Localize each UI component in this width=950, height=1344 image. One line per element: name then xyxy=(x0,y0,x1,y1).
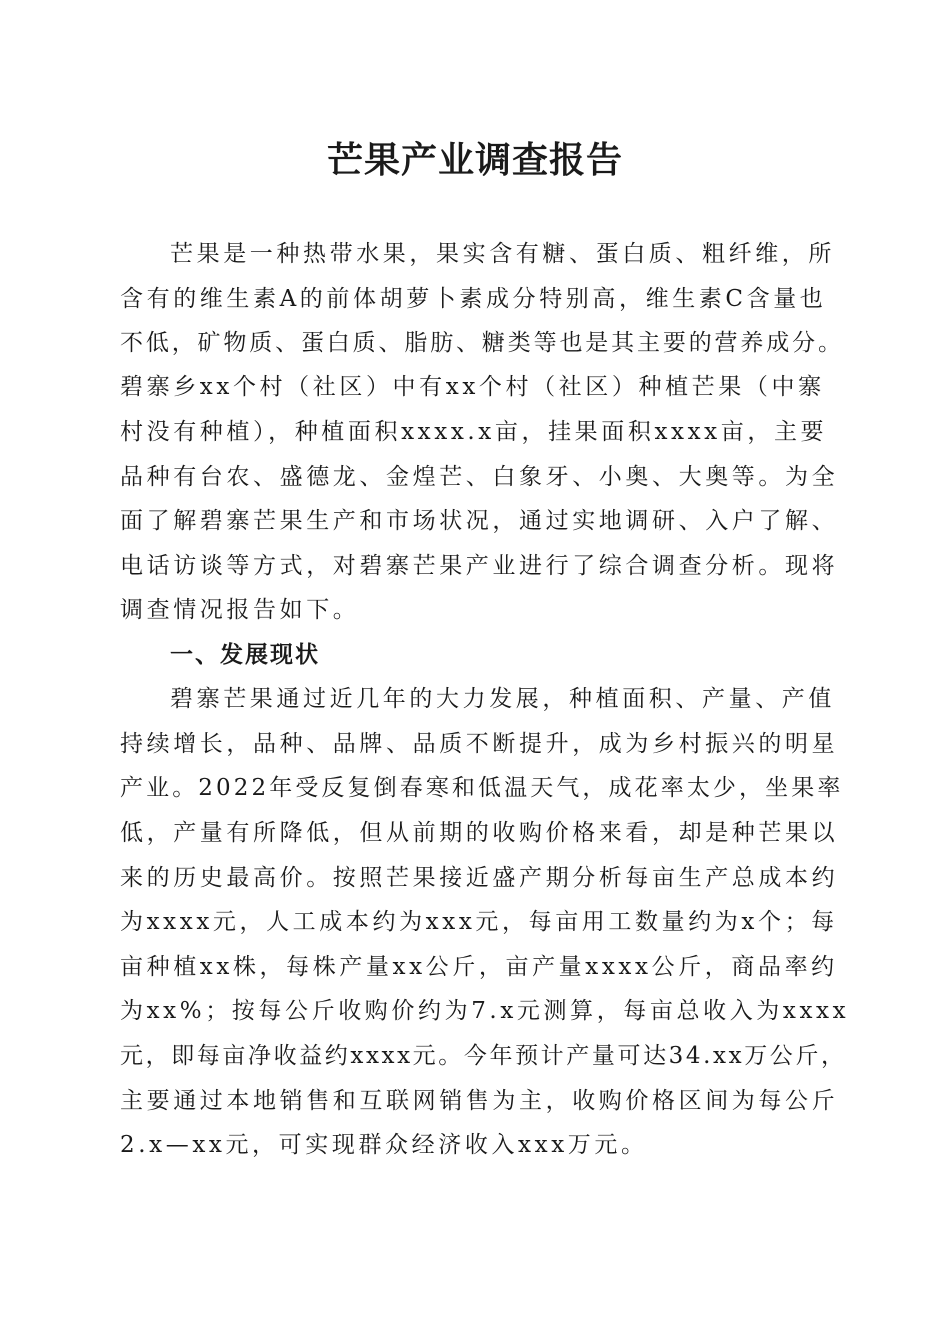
intro-line: 品种有台农、盛德龙、金煌芒、白象牙、小奥、大奥等。为全 xyxy=(120,464,839,490)
section-line: 来的历史最高价。按照芒果接近盛产期分析每亩生产总成本约 xyxy=(120,865,839,891)
section-line: 为xxxx元，人工成本约为xxx元，每亩用工数量约为x个；每 xyxy=(120,909,838,935)
intro-line: 含有的维生素A的前体胡萝卜素成分特别高，维生素C含量也 xyxy=(120,286,827,312)
intro-line: 电话访谈等方式，对碧寨芒果产业进行了综合调查分析。现将 xyxy=(120,553,839,579)
document-title: 芒果产业调查报告 xyxy=(326,139,623,181)
section-heading: 一、发展现状 xyxy=(170,642,320,668)
intro-line: 调查情况报告如下。 xyxy=(120,597,360,623)
intro-line: 不低，矿物质、蛋白质、脂肪、糖类等也是其主要的营养成分。 xyxy=(120,330,844,356)
intro-line: 面了解碧寨芒果生产和市场状况，通过实地调研、入户了解、 xyxy=(120,508,839,534)
section-line: 亩种植xx株，每株产量xx公斤，亩产量xxxx公斤，商品率约 xyxy=(120,954,838,980)
section-line: 为xx%；按每公斤收购价约为7.x元测算，每亩总收入为xxxx xyxy=(120,998,850,1024)
section-line: 持续增长，品种、品牌、品质不断提升，成为乡村振兴的明星 xyxy=(120,731,839,757)
intro-line: 芒果是一种热带水果，果实含有糖、蛋白质、粗纤维，所 xyxy=(170,241,835,267)
section-line: 产业。2022年受反复倒春寒和低温天气，成花率太少，坐果率 xyxy=(120,775,844,801)
section-line: 低，产量有所降低，但从前期的收购价格来看，却是种芒果以 xyxy=(120,820,839,846)
section-line: 2.x—xx元，可实现群众经济收入xxx万元。 xyxy=(120,1132,648,1158)
section-line: 元，即每亩净收益约xxxx元。今年预计产量可达34.xx万公斤， xyxy=(120,1043,847,1069)
intro-line: 村没有种植），种植面积xxxx.x亩，挂果面积xxxx亩，主要 xyxy=(120,419,828,445)
intro-line: 碧寨乡xx个村（社区）中有xx个村（社区）种植芒果（中寨 xyxy=(120,374,825,400)
section-line: 碧寨芒果通过近几年的大力发展，种植面积、产量、产值 xyxy=(170,686,835,712)
section-line: 主要通过本地销售和互联网销售为主，收购价格区间为每公斤 xyxy=(120,1088,839,1114)
